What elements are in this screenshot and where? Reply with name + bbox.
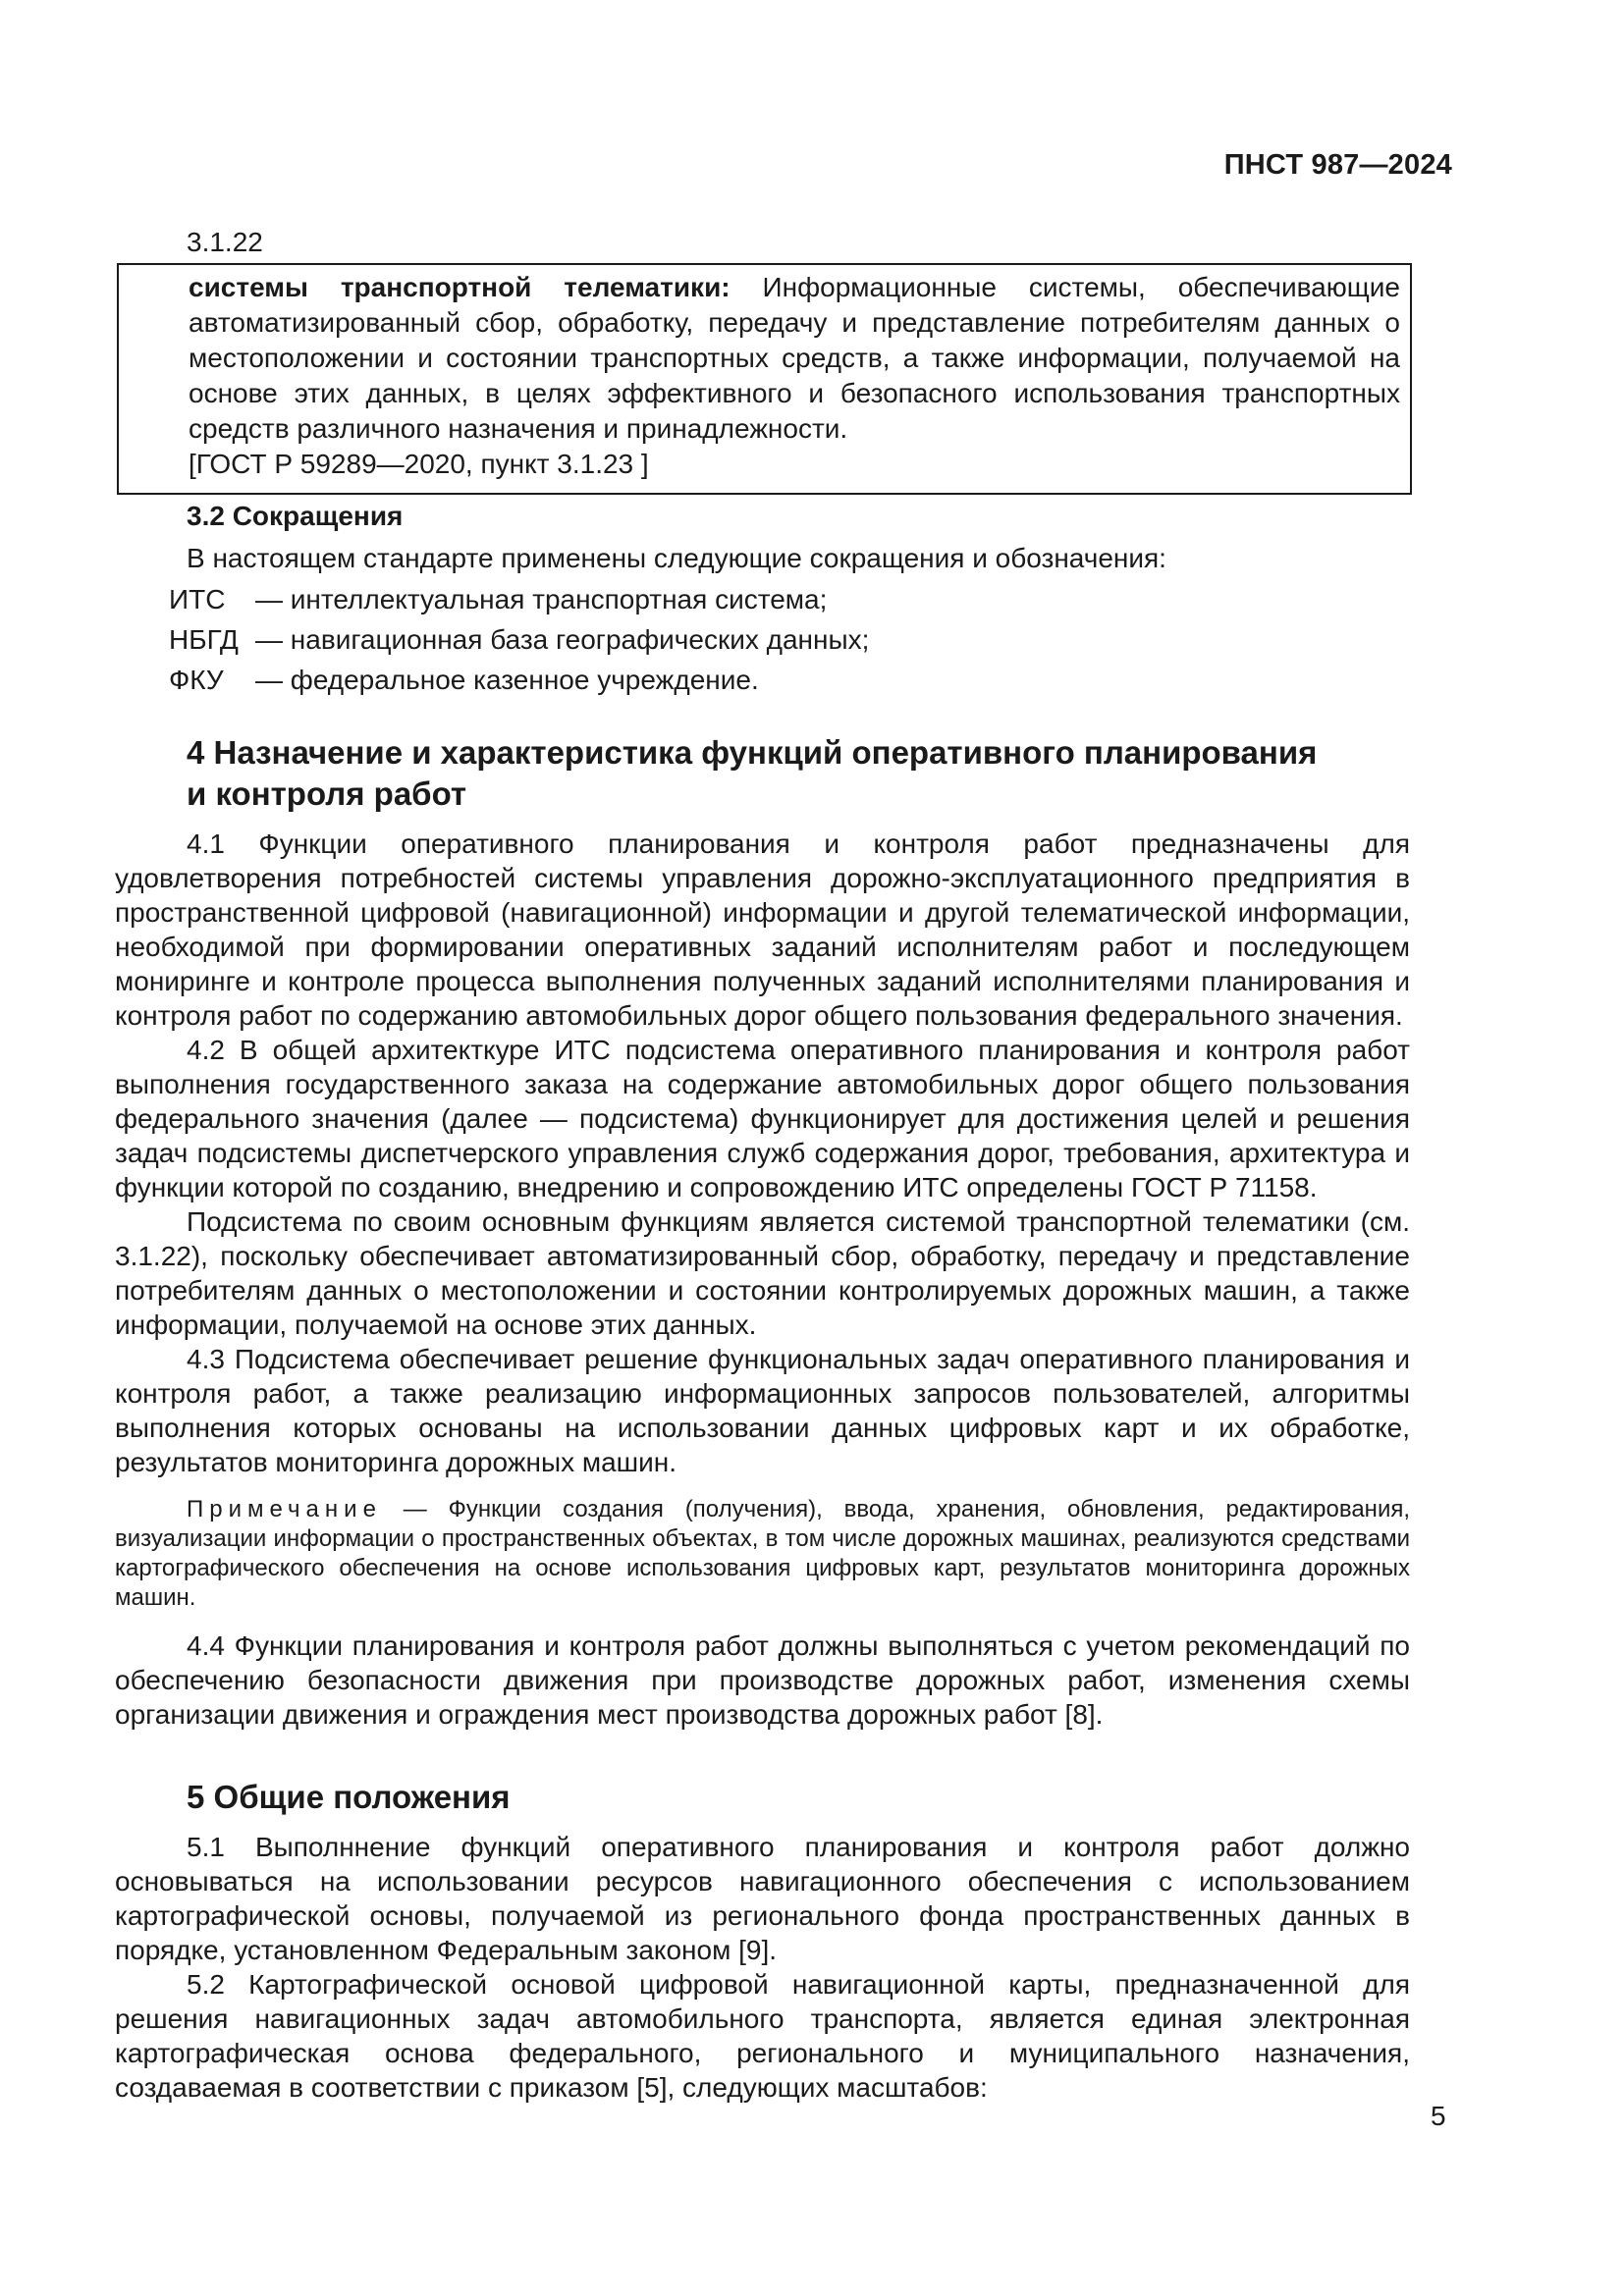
note <box>115 1495 1410 1613</box>
section-4-heading-line-2: и контроля работ <box>187 775 467 812</box>
term-definition: Информационные системы, обеспечивающие автоматизированный сбор, обработку, передачу и представление потребителям данных о местоположении и состоянии транспортных средств, а также информации, получаемой на основе этих данных, в целях эффективного и безопасного использования транспортных средств различного назначения и принадлежности. <box>189 272 1400 444</box>
page-number: 5 <box>1431 2101 1446 2131</box>
paragraph-4-4: 4.4 Функции планирования и контроля работ должны выполняться с учетом рекомендаций по обеспечению безопасности движения при производстве дорожных работ, изменения схемы организации движения и ограждения мест производства дорожных работ [8]. <box>115 1630 1410 1730</box>
abbreviation-meaning: — навигационная база географических данных; <box>255 624 870 655</box>
abbreviation-item <box>115 582 1410 616</box>
term-definition-box <box>117 263 1412 495</box>
abbreviations-lead: В настоящем стандарте применены следующие сокращения и обозначения: <box>187 543 1166 573</box>
abbreviation-term: ФКУ <box>169 665 224 695</box>
term-number: 3.1.22 <box>187 227 263 257</box>
paragraph-4-1: 4.1 Функции оперативного планирования и контроля работ предназначены для удовлетворения потребностей системы управления дорожно-эксплуатационного предприятия в пространственной цифровой (навигационной) информации и другой телематической информации, необходимой при формировании оперативных заданий исполнителям работ и последующем мониринге и контроле процесса выполнения полученных заданий исполнителями планирования и контроля работ по содержанию автомобильных дорог общего пользования федерального значения. <box>115 828 1410 1031</box>
paragraph-4-2: 4.2 В общей архитекткуре ИТС подсистема оперативного планирования и контроля работ выполнения государственного заказа на содержание автомобильных дорог общего пользования федерального значения (далее — подсистема) функционирует для достижения целей и решения задач подсистемы диспетчерского управления служб содержания дорог, требования, архитектура и функции которой по созданию, внедрению и сопровождению ИТС определены ГОСТ Р 71158. <box>115 1035 1410 1202</box>
note-text: — Функции создания (получения), ввода, хранения, обновления, редактирования, визуализации информации о пространственных объектах, в том числе дорожных машинах, реализуются средствами картографического обеспечения на основе использования цифровых карт, результатов мониторинга дорожных машин. <box>115 1496 1411 1611</box>
abbreviation-meaning: — федеральное казенное учреждение. <box>255 665 759 695</box>
abbreviation-meaning: — интеллектуальная транспортная система; <box>255 584 828 614</box>
abbreviation-item <box>115 622 1410 657</box>
abbreviations-heading: 3.2 Сокращения <box>187 501 404 531</box>
abbreviation-item <box>115 663 1410 697</box>
abbreviation-term: НБГД <box>169 624 239 655</box>
term-definition-paragraph <box>119 270 1410 447</box>
section-5-heading: 5 Общие положения <box>187 1779 511 1815</box>
note-label: Примечание <box>187 1496 382 1522</box>
paragraph-4-3: 4.3 Подсистема обеспечивает решение функциональных задач оперативного планирования и контроля работ, а также реализацию информационных запросов пользователей, алгоритмы выполнения которых основаны на использовании данных цифровых карт и их обработке, результатов мониторинга дорожных машин. <box>115 1344 1410 1477</box>
document-body <box>115 499 1410 2105</box>
term-source: [ГОСТ Р 59289—2020, пункт 3.1.23 ] <box>189 449 649 479</box>
paragraph-5-2: 5.2 Картографической основой цифровой навигационной карты, предназначенной для решения навигационных задач автомобильного транспорта, является единая электронная картографическая основа федерального, регионального и муниципального назначения, создаваемая в соответствии с приказом [5], следующих масштабов: <box>115 1969 1410 2103</box>
section-4-heading-line-1: 4 Назначение и характеристика функций оперативного планирования <box>187 734 1318 771</box>
document-code: ПНСТ 987—2024 <box>1223 149 1452 181</box>
term-title: системы транспортной телематики: <box>189 272 731 302</box>
abbreviation-term: ИТС <box>169 584 226 614</box>
paragraph-5-1: 5.1 Выполннение функций оперативного планирования и контроля работ должно основываться на использовании ресурсов навигационного обеспечения с использованием картографической основы, получаемой из регионального фонда пространственных данных в порядке, установленном Федеральным законом [9]. <box>115 1832 1410 1965</box>
section-4-heading <box>115 732 1410 815</box>
paragraph-4-2-continued: Подсистема по своим основным функциям является системой транспортной телематики (см. 3.1.22), поскольку обеспечивает автоматизированный сбор, обработку, передачу и представление потребителям данных о местоположении и состоянии контролируемых дорожных машин, а также информации, получаемой на основе этих данных. <box>115 1206 1410 1340</box>
